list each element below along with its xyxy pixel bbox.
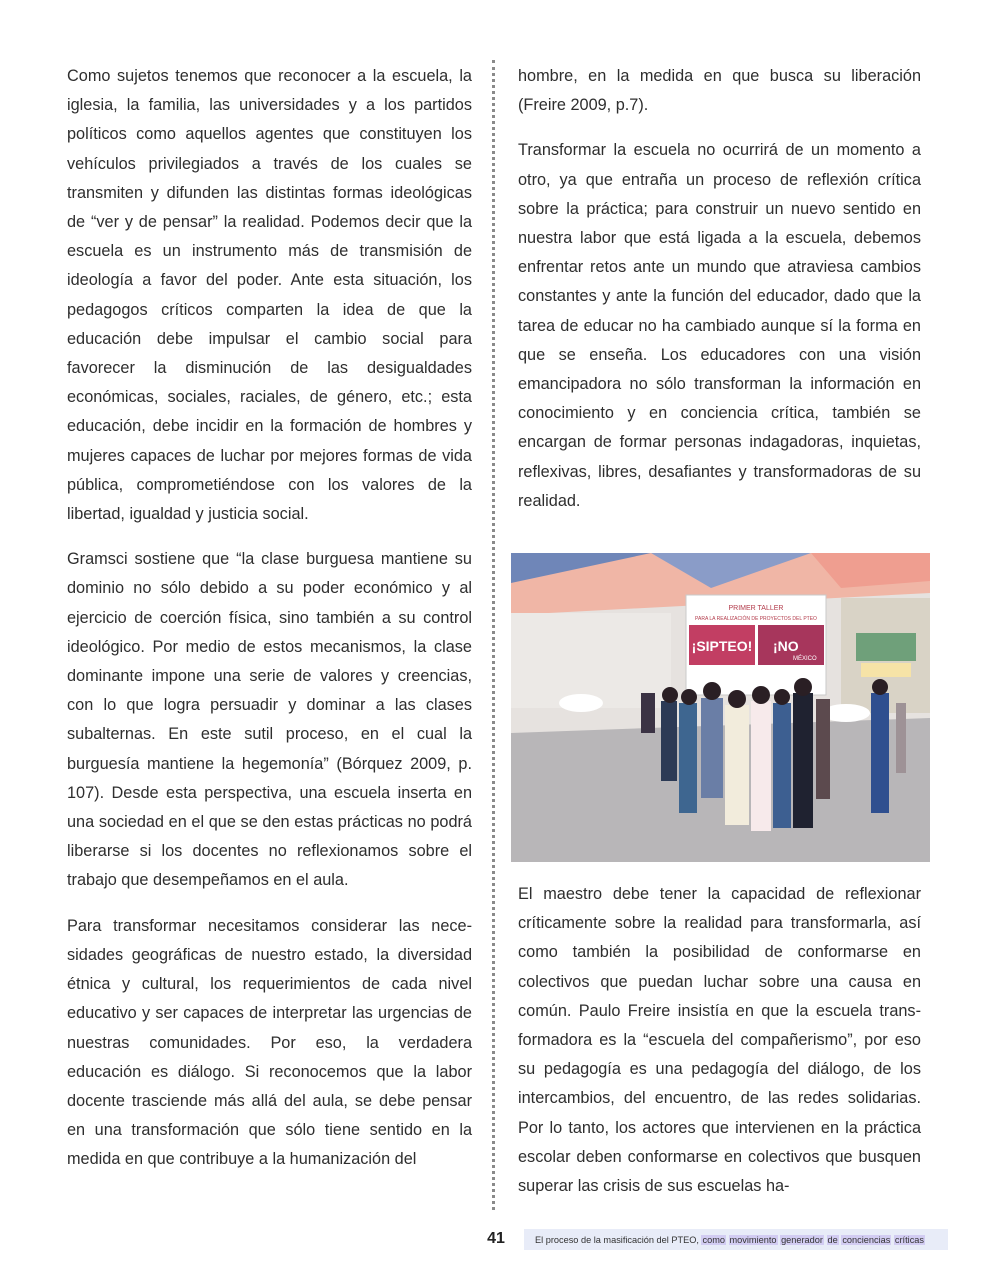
footer-title: El proceso de la masificación del PTEO, bbox=[535, 1235, 699, 1245]
paragraph: Como sujetos tenemos que reconocer a la escuela, la iglesia, la familia, las universidades y a los partidos políticos como aquellos agentes que constituyen los vehículos privilegiados a través de los cuales se transmiten y difunden las distintas formas ideológicas de “ver y de pensar” la realidad. Podemos decir que la escuela es un instrumento más de transmisión de ideología a favor del poder. Ante esta situación, los pedagogos críticos comparten la idea de que la educación debe impulsar el cambio social para favorecer la disminución de las desigualdades económicas, sociales, raciales, de género, etc.; esta educación, debe incidir en la formación de hombres y mujeres capaces de luchar por mejores formas de vida pública, comprometiéndose con los valores de la libertad, igualdad y justicia social. bbox=[67, 67, 472, 524]
page-number: 41 bbox=[487, 1230, 505, 1247]
banner-line-2: PARA LA REALIZACIÓN DE PROYECTOS DEL PTEO bbox=[695, 616, 817, 622]
paragraph: El maestro debe tener la capacidad de reflexionar críticamente sobre la realidad para transformarla, así como también la posibilidad de conformarse en colectivos que puedan luchar sobre una causa en común. Paulo Freire insistía en que la escuela transformadora es la “escuela del compañerismo”, por eso su pedagogía es una pedagogía del diálogo, de los intercambios, del encuentro, de las redes solidarias. Por lo tanto, los actores que intervienen en la práctica escolar deben conformarse en colectivos que busquen superar las crisis de sus escuelas ha- bbox=[518, 885, 921, 1196]
sign-3: MÉXICO bbox=[793, 656, 817, 662]
paragraph: Transformar la escuela no ocurrirá de un momento a otro, ya que entraña un proceso de reflexión crítica sobre la práctica; para construir un nuevo sentido en nuestra labor que está ligada a la escuela, debemos enfrentar retos ante un mundo que atraviesa cambios constantes y ante la función del educador, dado que la tarea de educar no ha cambiado aunque sí la forma en que se enseña. Los educadores con una visión emancipadora no sólo transforman la información en conocimiento y en conciencia crítica, también se encargan de formar personas indagadoras, inquietas, reflexivas, libres, desafiantes y transformadoras de su realidad. bbox=[518, 141, 921, 510]
left-column bbox=[67, 62, 472, 1191]
paragraph: Gramsci sostiene que “la clase burguesa mantiene su dominio no sólo debido a su poder económico y al ejercicio de coerción física, sino también a su control ideológico. Por medio de estos mecanismos, la clase dominante impone una serie de valores y creencias, con lo que logra persuadir y dominar a las clases subalternas. En este sutil proceso, en el cual la burguesía mantiene la hegemonía” (Bórquez 2009, p. 107). Desde esta perspectiva, una escuela inserta en una sociedad en el que se den estas prácticas no podrá liberarse si los docentes no reflexionamos sobre el trabajo que desempeñamos en el aula. bbox=[67, 550, 472, 890]
column-divider bbox=[492, 60, 495, 1210]
footer-highlight: generador bbox=[781, 1235, 823, 1245]
footer-highlight: movimiento bbox=[729, 1235, 777, 1245]
event-photo bbox=[511, 553, 930, 862]
banner-line-1: PRIMER TALLER bbox=[728, 605, 784, 612]
right-column-bottom bbox=[518, 880, 921, 1217]
footer-highlight: de bbox=[827, 1235, 838, 1245]
footer-highlight: críticas bbox=[894, 1235, 924, 1245]
running-footer bbox=[535, 1235, 945, 1245]
sign-1: ¡SIPTEO! bbox=[691, 638, 753, 654]
footer-highlight: conciencias bbox=[842, 1235, 891, 1245]
paragraph: Para transformar necesitamos considerar las necesidades geográficas de nuestro estado, la diversidad étnica y cultural, los requerimientos de cada nivel educativo y ser capaces de interpretar las urgencias de nuestras comunidades. Por eso, la verdadera educación es diálogo. Si reconocemos que la labor docente trasciende más allá del aula, se debe pensar en una transformación que sólo tiene sentido en la medida en que contribuye a la humanización del bbox=[67, 916, 472, 1169]
paragraph: hombre, en la medida en que busca su liberación (Freire 2009, p.7). bbox=[518, 67, 921, 115]
footer-highlight: como bbox=[702, 1235, 725, 1245]
sign-2: ¡NO bbox=[773, 638, 799, 654]
right-column-top bbox=[518, 62, 921, 532]
